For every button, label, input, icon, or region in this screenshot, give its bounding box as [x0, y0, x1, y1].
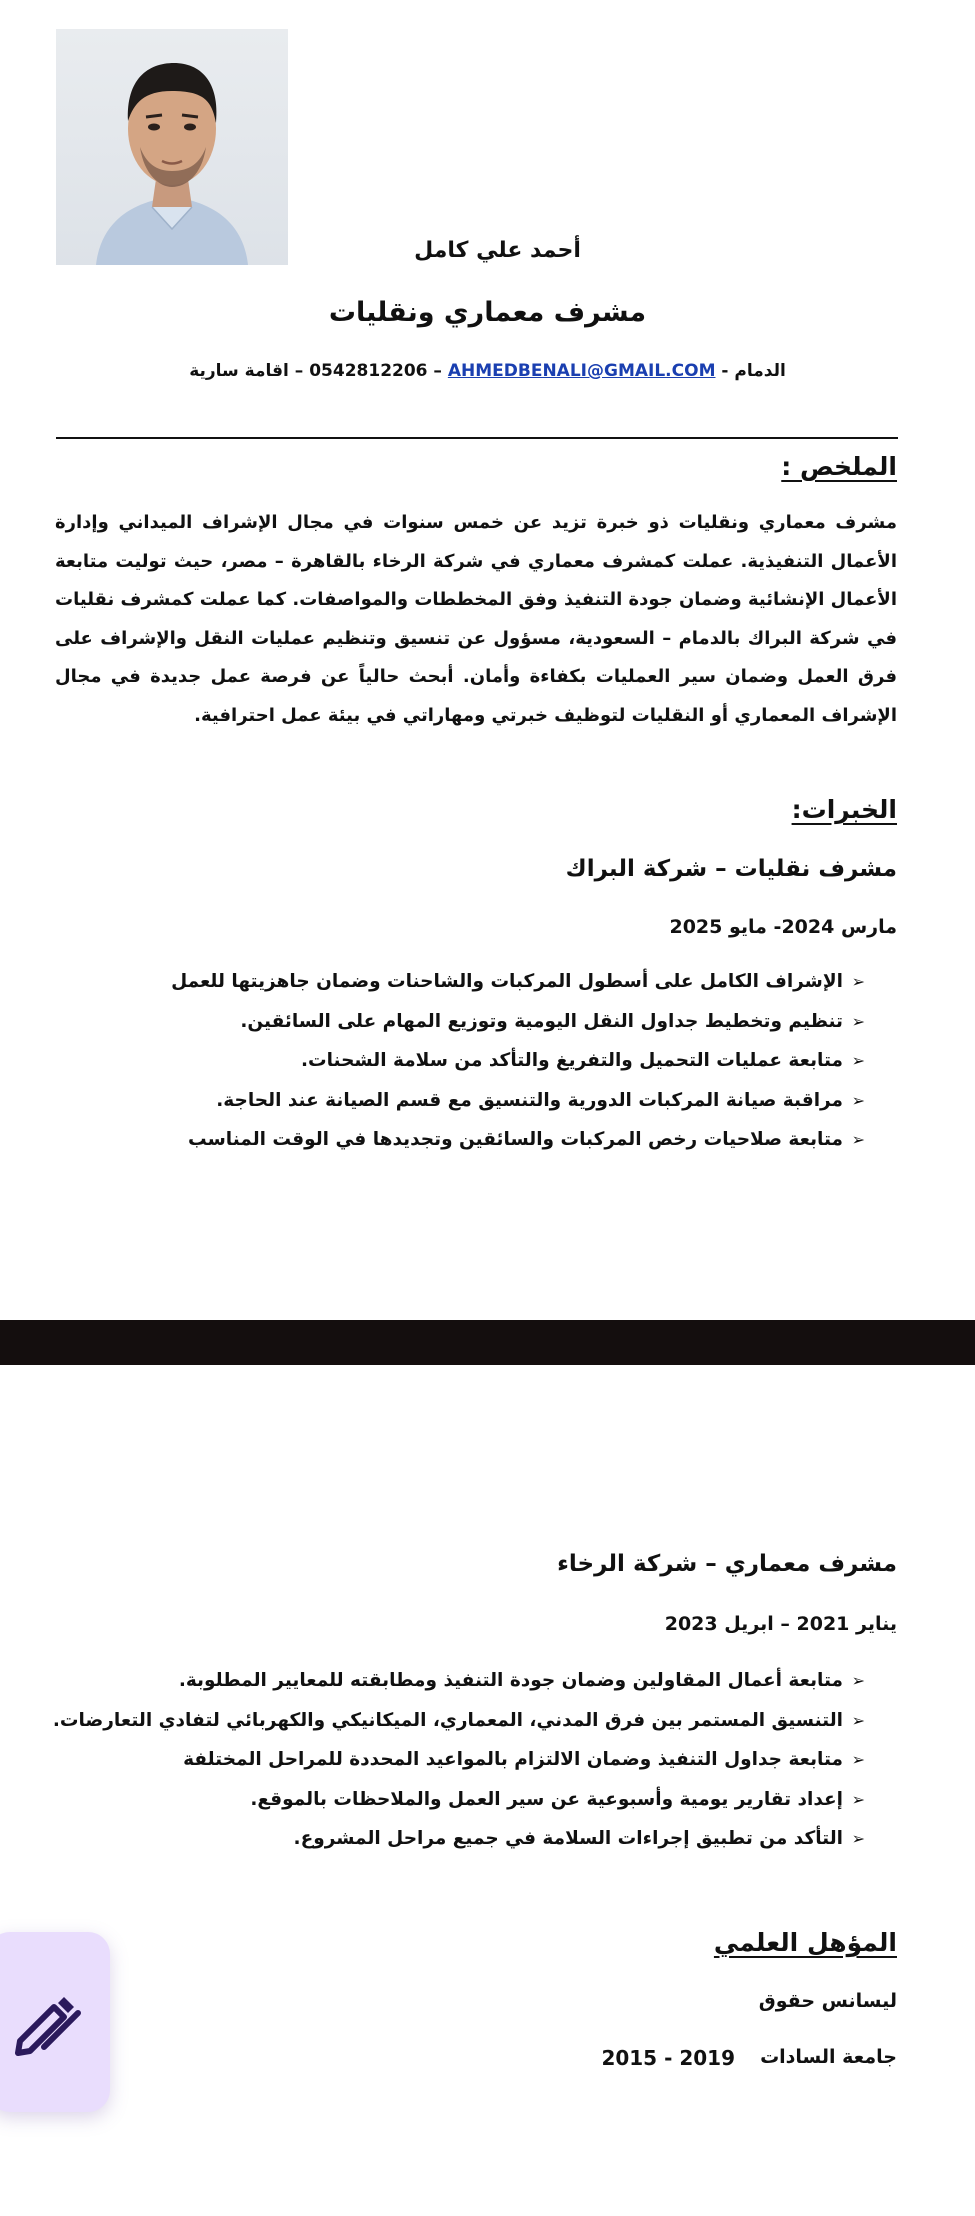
job-1-bullet-list	[171, 962, 865, 1160]
list-item: ➢الإشراف الكامل على أسطول المركبات والشاحنات وضمان جاهزيتها للعمل	[171, 962, 865, 1002]
arrow-bullet-icon: ➢	[851, 1829, 865, 1848]
list-item: ➢متابعة جداول التنفيذ وضمان الالتزام بالمواعيد المحددة للمراحل المختلفة	[53, 1740, 865, 1780]
person-portrait-icon	[56, 29, 288, 265]
arrow-bullet-icon: ➢	[851, 1130, 865, 1149]
job-date-2: يناير 2021 – ابريل 2023	[664, 1613, 897, 1635]
candidate-job-title: مشرف معماري ونقليات	[328, 297, 647, 328]
list-item: ➢تنظيم وتخطيط جداول النقل اليومية وتوزيع المهام على السائقين.	[171, 1002, 865, 1042]
header-divider	[56, 437, 898, 439]
job-title-1: مشرف نقليات – شركة البراك	[565, 856, 897, 882]
education-degree: ليسانس حقوق	[758, 1990, 897, 2012]
contact-line	[0, 361, 975, 381]
contact-separator: –	[288, 361, 310, 381]
list-item: ➢متابعة صلاحيات رخص المركبات والسائقين وتجديدها في الوقت المناسب	[171, 1120, 865, 1160]
profile-photo	[56, 29, 288, 265]
arrow-bullet-icon: ➢	[851, 1051, 865, 1070]
job-date-1: مارس 2024- مايو 2025	[669, 916, 897, 938]
arrow-bullet-icon: ➢	[851, 972, 865, 991]
contact-separator: -	[715, 361, 735, 381]
experience-heading: الخبرات:	[791, 795, 897, 824]
summary-heading: الملخص :	[781, 452, 897, 481]
summary-text: مشرف معماري ونقليات ذو خبرة تزيد عن خمس سنوات في مجال الإشراف الميداني وإدارة الأعمال التنفيذية. عملت كمشرف معماري في شركة الرخاء بالقاهرة – مصر، حيث توليت متابعة الأعمال الإنشائية وضمان جودة التنفيذ وفق المخططات والمواصفات. كما عملت كمشرف نقليات في شركة البراك بالدمام – السعودية، مسؤول عن تنسيق وتنظيم عمليات النقل والإشراف على فرق العمل وضمان سير العمليات بكفاءة وأمان. أبحث حالياً عن فرصة عمل جديدة في مجال الإشراف المعماري أو النقليات لتوظيف خبرتي ومهاراتي في بيئة عمل احترافية.	[55, 512, 897, 726]
job-title-2: مشرف معماري – شركة الرخاء	[557, 1551, 897, 1577]
arrow-bullet-icon: ➢	[851, 1789, 865, 1809]
list-item: ➢مراقبة صيانة المركبات الدورية والتنسيق مع قسم الصيانة عند الحاجة.	[171, 1081, 865, 1121]
job-2-bullet-list	[53, 1661, 865, 1859]
education-university: جامعة السادات	[760, 2046, 897, 2068]
page-break-band	[0, 1320, 975, 1365]
list-item: ➢إعداد تقارير يومية وأسبوعية عن سير العمل والملاحظات بالموقع.	[53, 1780, 865, 1820]
list-item: ➢متابعة أعمال المقاولين وضمان جودة التنفيذ ومطابقته للمعايير المطلوبة.	[53, 1661, 865, 1701]
arrow-bullet-icon: ➢	[851, 1671, 865, 1690]
contact-phone: 0542812206	[309, 361, 428, 381]
list-item: ➢متابعة عمليات التحميل والتفريغ والتأكد من سلامة الشحنات.	[171, 1041, 865, 1081]
contact-separator: –	[427, 361, 448, 381]
list-item: ➢التأكد من تطبيق إجراءات السلامة في جميع مراحل المشروع.	[53, 1819, 865, 1859]
education-years: 2015 - 2019	[601, 2046, 735, 2070]
edit-floating-button[interactable]	[0, 1932, 110, 2112]
contact-email-link[interactable]: AHMEDBENALI@GMAIL.COM	[447, 361, 716, 381]
arrow-bullet-icon: ➢	[851, 1011, 865, 1031]
contact-city: الدمام	[734, 361, 786, 381]
list-item: ➢التنسيق المستمر بين فرق المدني، المعماري، الميكانيكي والكهربائي لتفادي التعارضات.	[53, 1701, 865, 1741]
pencil-edit-icon	[14, 1987, 84, 2057]
arrow-bullet-icon: ➢	[851, 1750, 865, 1769]
education-heading: المؤهل العلمي	[713, 1928, 897, 1957]
candidate-name: أحمد علي كامل	[414, 238, 581, 263]
contact-residency: اقامة سارية	[189, 361, 289, 381]
arrow-bullet-icon: ➢	[851, 1090, 865, 1110]
arrow-bullet-icon: ➢	[851, 1710, 865, 1730]
